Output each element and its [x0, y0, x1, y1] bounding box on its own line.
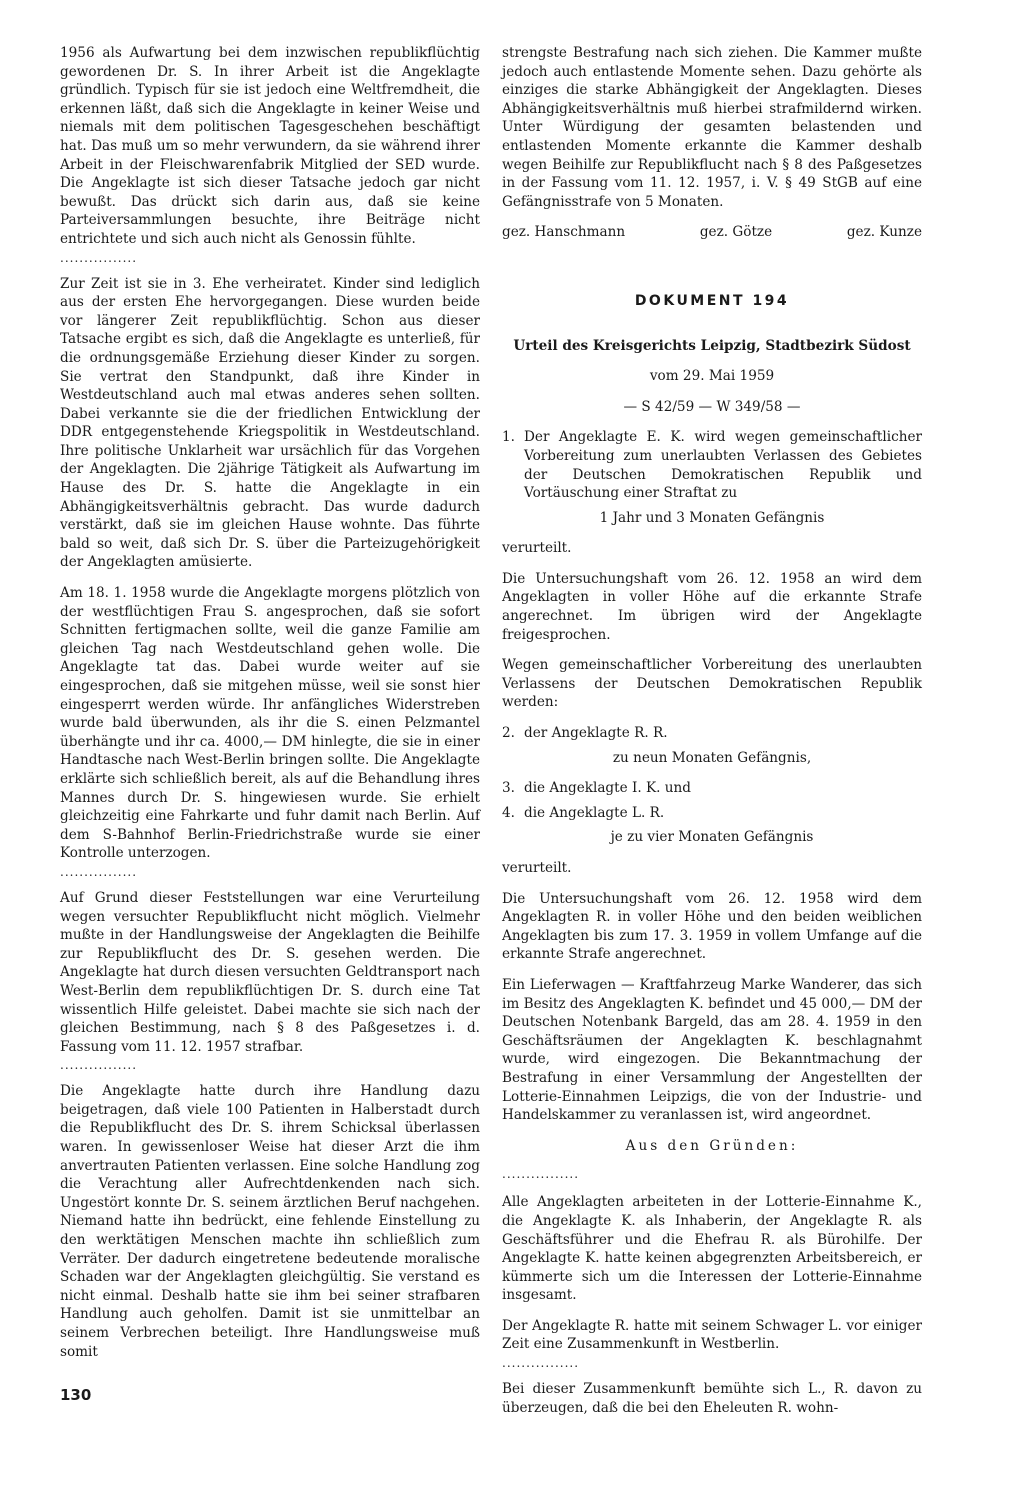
document-heading: DOKUMENT 194	[634, 292, 790, 309]
item-text: die Angeklagte I. K. und	[524, 780, 691, 797]
paragraph: Bei dieser Zusammenkunft bemühte sich L., R. davon zu überzeugen, daß die bei den Eheleuten R. wohn-	[502, 1381, 922, 1416]
paragraph: Alle Angeklagten arbeiteten in der Lotterie-Einnahme K., die Angeklagte K. als Inhaberin, der Angeklagte R. als Geschäftsführer und die Ehefrau R. als Bürohilfe. Der Angeklagte K. hatte keinen abgegrenzten Arbeitsbereich, er kümmerte sich um die Interessen der Lotterie-Einnahme insgesamt.	[502, 1194, 922, 1304]
paragraph: Auf Grund dieser Feststellungen war eine Verurteilung wegen versuchter Republikflucht nicht möglich. Vielmehr mußte in der Handlungsweise der Angeklagten die Beihilfe zur Republikflucht des Dr. S. gesehen werden. Die Angeklagte hat durch diesen versuchten Geldtransport nach West-Berlin dem republikflüchtigen Dr. S. durch eine Tat wissentlich Hilfe geleistet. Dabei machte sie sich nach der gleichen Bestimmung, nach § 8 des Paßgesetzes i. d. Fassung vom 11. 12. 1957 strafbar.	[60, 889, 480, 1055]
list-item	[502, 724, 922, 743]
paragraph: Die Untersuchungshaft vom 26. 12. 1958 an wird dem Angeklagten in voller Höhe auf die erkannte Strafe angerechnet. Im übrigen wird der Angeklagte freigesprochen.	[502, 570, 922, 643]
paragraph: strengste Bestrafung nach sich ziehen. Die Kammer mußte jedoch auch entlastende Momente sehen. Dazu gehörte als einziges die starke Abhängigkeit der Angeklagten. Dieses Abhängigkeitsverhältnis muß hierbei strafmildernd wirken. Unter Würdigung der gesamten belastenden und entlastenden Momente erkannte die Kammer deshalb wegen Beihilfe zur Republikflucht nach § 8 des Paßgesetzes in der Fassung vom 11. 12. 1957, i. V. § 49 StGB auf eine Gefängnisstrafe von 5 Monaten.	[502, 45, 922, 210]
item-number: 3.	[502, 780, 515, 797]
ellipsis-separator: ................	[502, 1356, 580, 1371]
list-item	[502, 779, 922, 798]
signature: gez. Hanschmann	[502, 224, 626, 241]
paragraph: Zur Zeit ist sie in 3. Ehe verheiratet. Kinder sind lediglich aus der ersten Ehe hervorgegangen. Diese wurden beide vor längerer Zeit republikflüchtig. Schon aus dieser Tatsache ergibt es sich, daß die Angeklagte es unterließ, für die ordnungsgemäße Erziehung dieser Kinder zu sorgen. Sie vertrat den Standpunkt, daß ihre Kinder in Westdeutschland auch mal etwas anderes sehen sollten. Dabei verkannte sie die der friedlichen Entwicklung der DDR entgegenstehende Kriegspolitik in Westdeutschland. Ihre politische Unklarheit war ursächlich für das Vorgehen der Angeklagten. Die 2jährige Tätigkeit als Aufwartung im Hause des Dr. S. hatte die Angeklagte in ein Abhängigkeitsverhältnis gebracht. Das wurde dadurch verstärkt, daß sie im gleichen Hause wohnte. Das führte bald so weit, daß sich Dr. S. über die Parteizugehörigkeit der Angeklagten amüsierte.	[60, 275, 480, 571]
item-number: 2.	[502, 725, 515, 742]
court-date: vom 29. Mai 1959	[649, 368, 775, 385]
verdict-text: verurteilt.	[502, 860, 572, 876]
ellipsis-separator: ................	[60, 1058, 138, 1073]
paragraph: Am 18. 1. 1958 wurde die Angeklagte morgens plötzlich von der westflüchtigen Frau S. angesprochen, daß sie sofort Schnitten fertigmachen sollte, weil die ganze Familie am gleichen Tag nach Westdeutschland gehen wolle. Die Angeklagte tat das. Dabei wurde weiter auf sie eingesprochen, daß sie mitgehen müsse, weil sie sonst hier eingesperrt werden würde. Ihr anfängliches Widerstreben wurde bald überwunden, als ihr die S. einen Pelzmantel überhängte und ihr ca. 4000,— DM hinlegte, die sie in einer Handtasche nach West-Berlin bringen sollte. Die Angeklagte erklärte sich schließlich bereit, als auf die Behandlung ihres Mannes durch Dr. S. hingewiesen wurde. Sie erhielt gleichzeitig eine Fahrkarte und fuhr damit nach Berlin. Auf dem S-Bahnhof Berlin-Friedrichstraße wurde sie einer Kontrolle unterzogen.	[60, 585, 480, 862]
item-number: 1.	[502, 429, 515, 446]
list-item	[502, 804, 922, 823]
paragraph: Wegen gemeinschaftlicher Vorbereitung des unerlaubten Verlassens der Deutschen Demokratischen Republik werden:	[502, 657, 922, 711]
verdict-text: verurteilt.	[502, 540, 572, 557]
item-number: 4.	[502, 804, 515, 821]
court-title: Urteil des Kreisgerichts Leipzig, Stadtbezirk Südost	[513, 337, 911, 354]
signatures	[502, 223, 922, 242]
ellipsis-separator: ................	[60, 864, 138, 879]
paragraph: Ein Lieferwagen — Kraftfahrzeug Marke Wanderer, das sich im Besitz des Angeklagten K. befindet und 45 000,— DM der Deutschen Notenbank Bargeld, das am 28. 4. 1959 in den Geschäftsräumen der Angeklagten K. beschlagnahmt wurde, wird eingezogen. Die Bekanntmachung der Bestrafung in einer Versammlung der Angestellten der Lotterie-Einnahmen Leipzigs, die von der Industrie- und Handelskammer zu veranlassen ist, wird angeordnet.	[502, 976, 922, 1124]
item-text: die Angeklagte L. R.	[524, 804, 665, 821]
section-heading: Aus den Gründen:	[625, 1137, 799, 1154]
sentence: zu neun Monaten Gefängnis,	[612, 749, 812, 766]
ellipsis-separator: ................	[60, 250, 138, 265]
item-text: der Angeklagte R. R.	[524, 725, 668, 742]
sentence: 1 Jahr und 3 Monaten Gefängnis	[599, 509, 825, 526]
paragraph: Der Angeklagte R. hatte mit seinem Schwager L. vor einiger Zeit eine Zusammenkunft in Westberlin.	[502, 1317, 922, 1353]
item-text: Der Angeklagte E. K. wird wegen gemeinschaftlicher Vorbereitung zum unerlaubten Verlassen des Gebietes der Deutschen Demokratischen Republik und Vortäuschung einer Straftat zu	[524, 429, 922, 502]
ellipsis-separator: ................	[502, 1167, 580, 1182]
list-item	[502, 428, 922, 502]
signature: gez. Götze	[699, 224, 773, 241]
paragraph: Die Untersuchungshaft vom 26. 12. 1958 wird dem Angeklagten R. in voller Höhe und den beiden weiblichen Angeklagten bis zum 17. 3. 1959 in vollem Umfange auf die erkannte Strafe angerechnet.	[502, 890, 922, 963]
docket-number: — S 42/59 — W 349/58 —	[623, 398, 801, 415]
right-column	[502, 44, 922, 1429]
signature: gez. Kunze	[846, 224, 922, 241]
page-number: 130	[60, 1386, 92, 1404]
paragraph: 1956 als Aufwartung bei dem inzwischen republikflüchtig gewordenen Dr. S. In ihrer Arbeit ist die Angeklagte gründlich. Typisch für sie ist jedoch eine Weltfremdheit, die erkennen läßt, daß sich die Angeklagte in keiner Weise und niemals mit dem politischen Tagesgeschehen beschäftigt hat. Das muß um so mehr verwundern, da sie während ihrer Arbeit in der Fleischwarenfabrik Mitglied der SED wurde. Die Angeklagte ist sich dieser Tatsache jedoch gar nicht bewußt. Das drückt sich darin aus, daß sie keine Parteiversammlungen besuchte, ihre Beiträge nicht entrichtete und sich auch nicht als Genossin fühlte.	[60, 45, 480, 247]
paragraph: Die Angeklagte hatte durch ihre Handlung dazu beigetragen, daß viele 100 Patienten in Halberstadt durch die Republikflucht des Dr. S. ihrem Schicksal überlassen waren. In gewissenloser Weise hat dieser Arzt die ihm anvertrauten Patienten verlassen. Eine solche Handlung zog die Verachtung aller Aufrechtdenkenden nach sich. Ungestört konnte Dr. S. seinem ärztlichen Beruf nachgehen. Niemand hatte ihn bedrückt, eine fehlende Einstellung zu den werktätigen Menschen machte ihn schließlich zum Verräter. Der dadurch eingetretene bedeutende moralische Schaden war der Angeklagten gleichgültig. Sie verstand es nicht einmal. Deshalb hatte sie ihm bei seiner strafbaren Handlung auch geholfen. Damit ist sie unmittelbar an seinem Verbrechen beteiligt. Ihre Handlungsweise muß somit	[60, 1083, 480, 1360]
left-column	[60, 44, 480, 1373]
sentence: je zu vier Monaten Gefängnis	[610, 829, 814, 846]
